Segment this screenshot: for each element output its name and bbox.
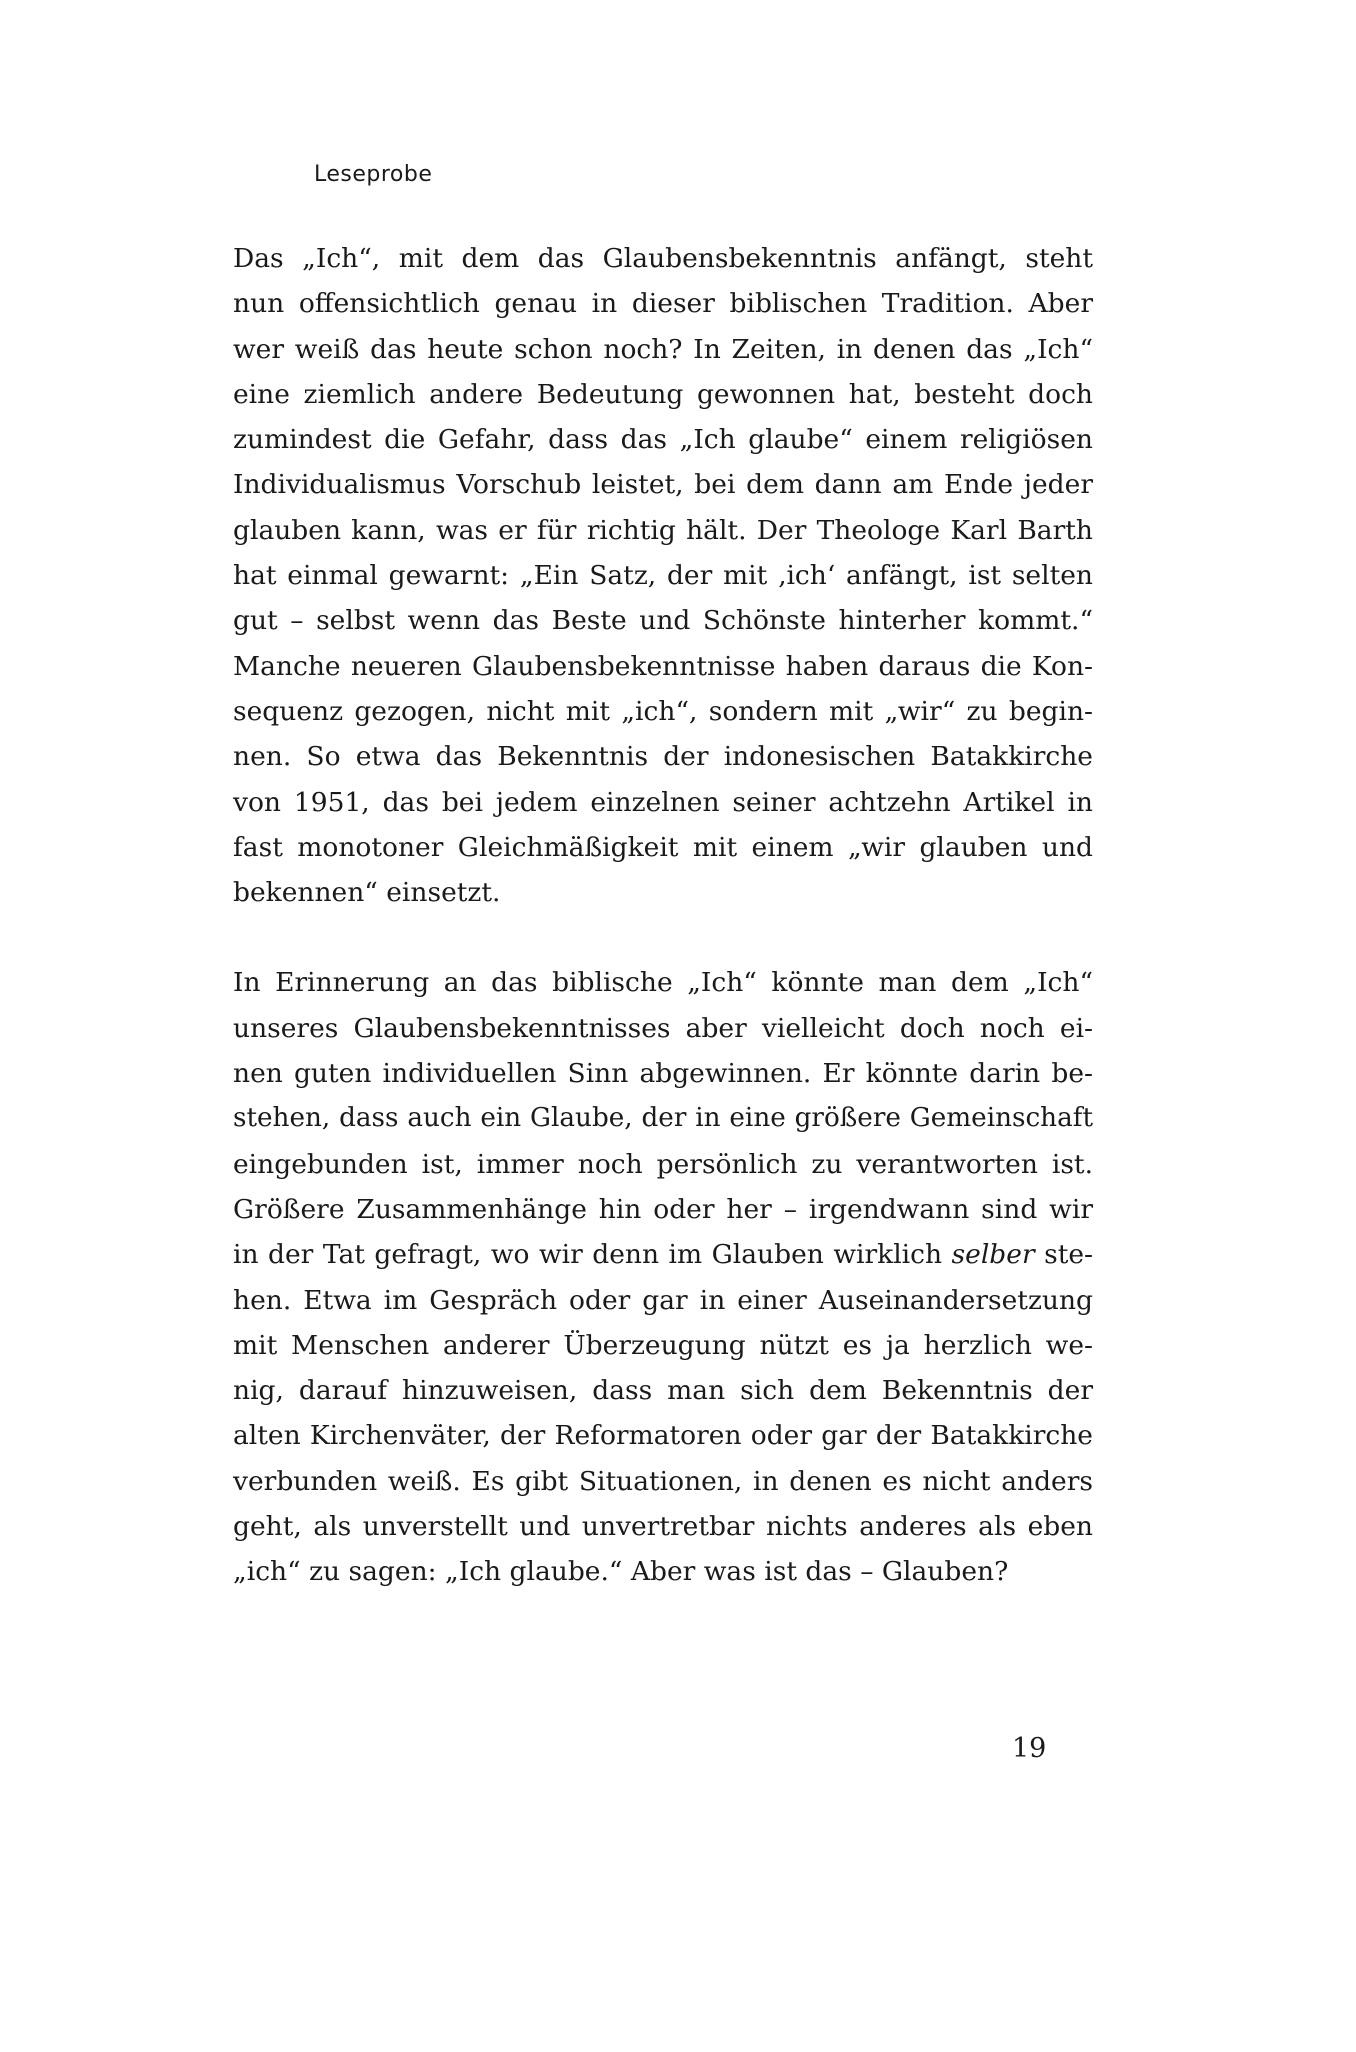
text-line: sequenz gezogen, nicht mit „ich“, sondern mit „wir“ zu begin- xyxy=(233,695,1093,727)
text-line: eingebunden ist, immer noch persönlich zu verantworten ist. xyxy=(233,1148,1093,1180)
text-line: stehen, dass auch ein Glaube, der in eine größere Gemeinschaft xyxy=(233,1103,1093,1134)
text-line: hen. Etwa im Gespräch oder gar in einer Auseinandersetzung xyxy=(233,1284,1093,1316)
text-line: „ich“ zu sagen: „Ich glaube.“ Aber was ist das – Glauben? xyxy=(233,1556,1009,1588)
text-line: zumindest die Gefahr, dass das „Ich glaube“ einem religiösen xyxy=(233,424,1093,456)
text-line: eine ziemlich andere Bedeutung gewonnen hat, besteht doch xyxy=(233,378,1093,410)
text-line: nig, darauf hinzuweisen, dass man sich dem Bekenntnis der xyxy=(233,1375,1093,1407)
text-line: Größere Zusammenhänge hin oder her – irgendwann sind wir xyxy=(233,1193,1093,1225)
text-line: In Erinnerung an das biblische „Ich“ könnte man dem „Ich“ xyxy=(233,967,1093,999)
text-line: nen. So etwa das Bekenntnis der indonesischen Batakkirche xyxy=(233,741,1093,773)
running-header: Leseprobe xyxy=(314,162,433,187)
text-line: Individualismus Vorschub leistet, bei dem dann am Ende jeder xyxy=(233,469,1093,501)
paragraph-1 xyxy=(233,236,1093,915)
text-line: nen guten individuellen Sinn abgewinnen. Er könnte darin be- xyxy=(233,1058,1093,1090)
text-line: von 1951, das bei jedem einzelnen seiner achtzehn Artikel in xyxy=(233,786,1093,818)
text-line: mit Menschen anderer Überzeugung nützt es ja herzlich we- xyxy=(233,1329,1093,1361)
italic-word: selber xyxy=(951,1239,1035,1271)
text-line: unseres Glaubensbekenntnisses aber vielleicht doch noch ei- xyxy=(233,1012,1093,1044)
text-line: Das „Ich“, mit dem das Glaubensbekenntnis anfängt, steht xyxy=(233,243,1093,274)
text-line: geht, als unverstellt und unvertretbar nichts anderes als eben xyxy=(233,1511,1093,1543)
text-line-emphasis xyxy=(233,1232,1093,1277)
text-line: fast monotoner Gleichmäßigkeit mit einem „wir glauben und xyxy=(233,831,1093,863)
text-line: hat einmal gewarnt: „Ein Satz, der mit ‚ich‘ anfängt, ist selten xyxy=(233,560,1093,592)
text-line: wer weiß das heute schon noch? In Zeiten, in denen das „Ich“ xyxy=(233,333,1093,365)
text-line: verbunden weiß. Es gibt Situationen, in denen es nicht anders xyxy=(233,1465,1093,1497)
paragraph-2 xyxy=(233,960,1093,1594)
text-line: alten Kirchenväter, der Reformatoren oder gar der Batakkirche xyxy=(233,1420,1093,1452)
text-line: gut – selbst wenn das Beste und Schönste hinterher kommt.“ xyxy=(233,605,1093,637)
page-number: 19 xyxy=(1012,1733,1047,1764)
text-segment: in der Tat gefragt, wo wir denn im Glauben wirklich xyxy=(233,1239,952,1271)
text-line: nun offensichtlich genau in dieser biblischen Tradition. Aber xyxy=(233,288,1093,320)
text-segment: ste- xyxy=(1034,1239,1093,1271)
body-text xyxy=(233,236,1093,1595)
text-line: bekennen“ einsetzt. xyxy=(233,877,501,909)
text-line: Manche neueren Glaubensbekenntnisse haben daraus die Kon- xyxy=(233,650,1093,682)
text-line: glauben kann, was er für richtig hält. Der Theologe Karl Barth xyxy=(233,514,1093,546)
